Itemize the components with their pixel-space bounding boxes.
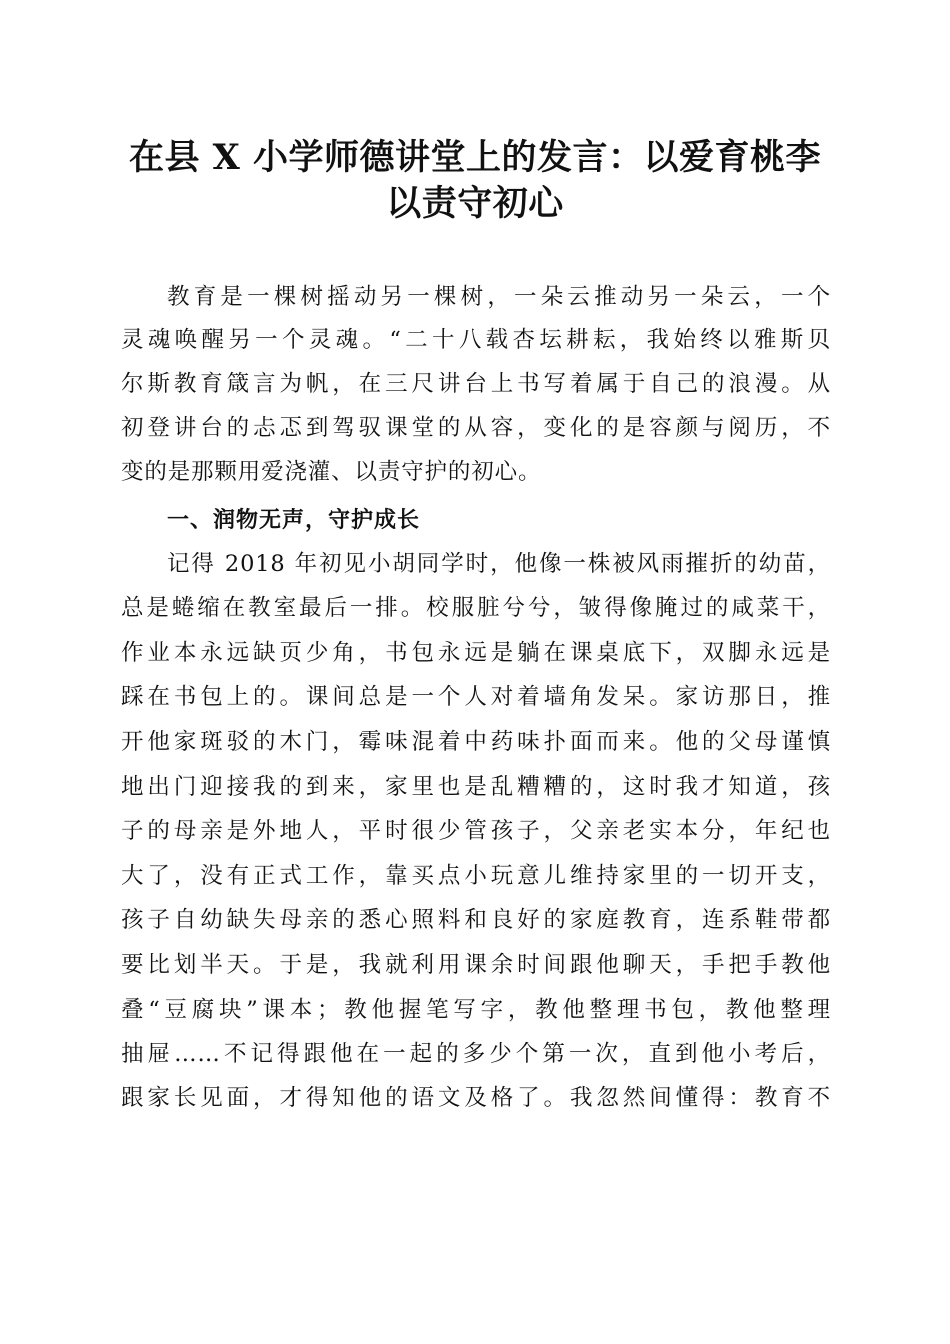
paragraph-2-line-3: 作业本永远缺页少角，书包永远是躺在课桌底下，双脚永远是 <box>121 640 831 666</box>
paragraph-2-line-4: 踩在书包上的。课间总是一个人对着墙角发呆。家访那日，推 <box>121 684 831 710</box>
paragraph-2-line-11: 叠“豆腐块”课本；教他握笔写字，教他整理书包，教他整理 <box>121 997 831 1023</box>
paragraph-2-line-10: 要比划半天。于是，我就利用课余时间跟他聊天，手把手教他 <box>121 952 831 978</box>
paragraph-1-line-1: 教育是一棵树摇动另一棵树，一朵云推动另一朵云，一个 <box>167 284 831 310</box>
paragraph-2-line-1: 记得 2018 年初见小胡同学时，他像一株被风雨摧折的幼苗， <box>167 551 831 577</box>
paragraph-1-line-4: 初登讲台的忐忑到驾驭课堂的从容，变化的是容颜与阅历，不 <box>121 415 831 441</box>
paragraph-2-line-5: 开他家斑驳的木门，霉味混着中药味扑面而来。他的父母谨慎 <box>121 729 831 755</box>
document-title-line-1: 在县 X 小学师德讲堂上的发言：以爱育桃李 <box>128 137 822 178</box>
paragraph-2-line-8: 大了，没有正式工作，靠买点小玩意儿维持家里的一切开支， <box>121 863 831 889</box>
section-heading: 一、润物无声，守护成长 <box>167 508 421 533</box>
document-title-line-2: 以责守初心 <box>386 183 564 224</box>
paragraph-2-line-6: 地出门迎接我的到来，家里也是乱糟糟的，这时我才知道，孩 <box>121 774 831 800</box>
paragraph-2-line-9: 孩子自幼缺失母亲的悉心照料和良好的家庭教育，连系鞋带都 <box>121 907 831 933</box>
paragraph-1-line-3: 尔斯教育箴言为帆，在三尺讲台上书写着属于自己的浪漫。从 <box>121 371 831 397</box>
paragraph-2-line-12: 抽屉……不记得跟他在一起的多少个第一次，直到他小考后， <box>121 1041 831 1067</box>
paragraph-1-line-5: 变的是那颗用爱浇灌、以责守护的初心。 <box>121 459 542 485</box>
paragraph-2-line-13: 跟家长见面，才得知他的语文及格了。我忽然间懂得：教育不 <box>121 1085 831 1111</box>
paragraph-2-line-2: 总是蜷缩在教室最后一排。校服脏兮兮，皱得像腌过的咸菜干， <box>121 595 831 621</box>
paragraph-1-line-2: 灵魂唤醒另一个灵魂。“二十八载杏坛耕耘，我始终以雅斯贝 <box>121 327 831 353</box>
paragraph-2-line-7: 子的母亲是外地人，平时很少管孩子，父亲老实本分，年纪也 <box>121 818 831 844</box>
